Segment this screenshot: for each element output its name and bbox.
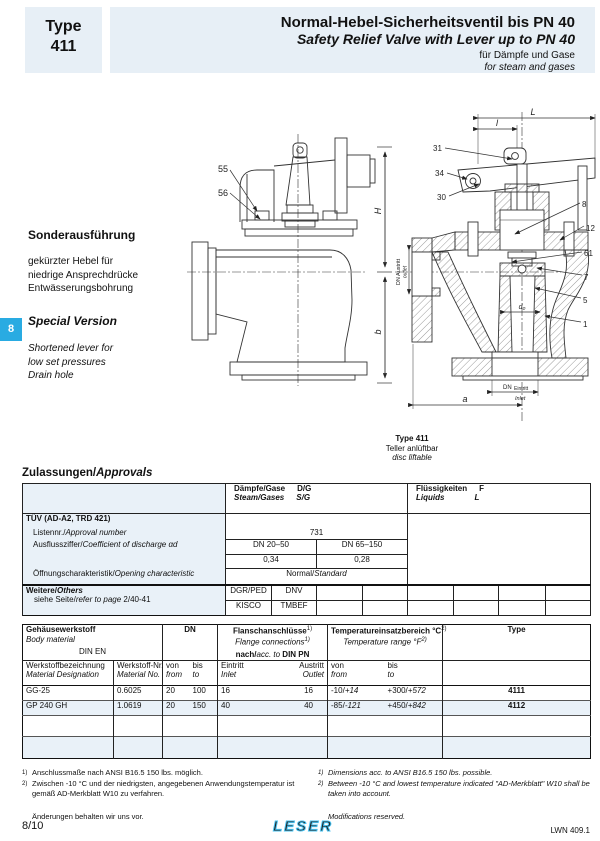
- col-header-steam-gases: Dämpfe/Gase D/G Steam/Gases S/G: [226, 484, 408, 514]
- dim-label-l: l: [496, 118, 498, 128]
- part-label-8: 8: [582, 200, 587, 209]
- approval-cell-dnv: DNV: [272, 585, 317, 601]
- modifications-note-de: Änderungen behalten wir uns vor.: [32, 811, 144, 821]
- part-label-31: 31: [433, 144, 442, 153]
- header-din-en: DIN EN: [78, 647, 107, 656]
- table-row: GP 240 GH 1.0619 20 150 40 40 -85/-121 +450/+842 4112: [23, 700, 591, 715]
- row-label-opening-characteristic: Öffnungscharakteristik/Opening characteristic: [23, 569, 226, 585]
- approvals-heading: Zulassungen/Approvals: [22, 467, 153, 479]
- svg-text:LESER: LESER: [272, 818, 334, 835]
- type-label: Type: [45, 18, 82, 35]
- approval-cell-tmbef: TMBEF: [272, 601, 317, 616]
- page-title-en: Safety Relief Valve with Lever up to PN 40: [296, 31, 575, 47]
- table-row: [23, 736, 591, 758]
- page-number: 8/10: [22, 820, 44, 832]
- coefficient-2: 0,28: [317, 555, 408, 569]
- page-subtitle-en: for steam and gases: [484, 62, 575, 73]
- header-flange-connections: Flanschanschlüsse$^{1)}$ Flange connections$^{1)}$ nach/acc. to DIN PN: [218, 625, 328, 661]
- dim-label-a: a: [462, 394, 468, 404]
- header-body-material: Gehäusewerkstoff Body material DIN EN: [23, 625, 163, 661]
- subheader-outlet: Austritt Outlet: [273, 660, 328, 685]
- document-number: LWN 409.1: [550, 826, 590, 835]
- dim-label-L: L: [530, 107, 536, 117]
- approvals-table: [22, 483, 591, 616]
- approval-number-value: 731: [226, 528, 408, 540]
- dn-inlet-label-en: Inlet: [515, 396, 526, 402]
- header-type: Type: [443, 625, 591, 661]
- table-row: GG-25 0.6025 20 100 16 16 -10/+14 +300/+572 4111: [23, 685, 591, 700]
- dim-label-H: H: [373, 207, 383, 215]
- dn-range-2: DN 65–150: [317, 540, 408, 555]
- part-label-56: 56: [218, 188, 229, 198]
- dim-label-b: b: [373, 329, 383, 335]
- section-tab-8: 8: [0, 318, 22, 341]
- approvals-corner-cell: [23, 484, 226, 514]
- part-label-1: 1: [583, 320, 588, 329]
- row-label-tuv: TÜV (AD-A2, TRD 421): [23, 514, 226, 528]
- dn-outlet-label-de: DN Austritt: [396, 258, 402, 286]
- approval-cell-dgr-ped: DGR/PED: [226, 585, 272, 601]
- special-version-heading-en: Special Version: [28, 314, 117, 328]
- part-label-12: 12: [586, 224, 595, 233]
- footnotes-german: 1) Anschlussmaße nach ANSI B16.5 150 lbs. möglich. 2) Zwischen -10 °C und der niedrigsten, angegebenen Anwendungstemperatur ist gemäß AD-Merkblatt W10 zu verfahren. Änderungen behalten wir uns vor.: [22, 768, 310, 822]
- modifications-note-en: Modifications reserved.: [328, 811, 406, 821]
- dn-range-1: DN 20–50: [226, 540, 317, 555]
- part-label-5: 5: [583, 296, 588, 305]
- type-number: 411: [50, 38, 77, 55]
- part-label-61: 61: [584, 249, 593, 258]
- valve-outline-drawing: [183, 108, 393, 410]
- subheader-dn-bis: bis to: [190, 660, 218, 685]
- header-temperature-range: Temperatureinsatzbereich $^\circ C^{2)}$ Temperature range $^\circ F^{2)}$: [328, 625, 443, 661]
- subheader-material-no: Werkstoff-Nr. Material No.: [114, 660, 163, 685]
- opening-characteristic-value: Normal/Standard: [226, 569, 408, 585]
- page-title-de: Normal-Hebel-Sicherheitsventil bis PN 40: [280, 14, 575, 31]
- header-acc-to-din-pn: nach/acc. to DIN PN: [235, 650, 310, 660]
- dn-inlet-prefix: DN: [503, 385, 512, 391]
- drawing-caption: Type 411 Teller anlüftbar disc liftable: [385, 434, 439, 462]
- dn-outlet-label-en: outlet: [402, 265, 409, 279]
- footnotes-english: 1) Dimensions acc. to ANSI B16.5 150 lbs. possible. 2) Between -10 °C and lowest temperature indicated "AD-Merkblatt" W10 shall be taken into account. Modifications reserved.: [318, 768, 592, 822]
- subheader-dn-von: von from: [163, 660, 190, 685]
- subheader-temp-bis: bis to: [385, 660, 443, 685]
- title-box: [110, 7, 595, 73]
- subheader-inlet: Eintritt Inlet: [218, 660, 273, 685]
- special-version-heading-de: Sonderausführung: [28, 228, 136, 242]
- dim-label-d0: d₀: [518, 304, 526, 311]
- header-dn: DN: [163, 625, 218, 661]
- subheader-temp-von: von from: [328, 660, 385, 685]
- special-version-text-de: gekürzter Hebel für niedrige Ansprechdrücke Entwässerungsbohrung: [28, 256, 139, 294]
- dn-inlet-label-de: Eintritt: [514, 386, 529, 392]
- type-box: [25, 7, 102, 73]
- part-label-55: 55: [218, 164, 229, 174]
- row-label-approval-number: Listennr./Approval number: [23, 528, 226, 540]
- col-header-liquids: Flüssigkeiten F Liquids L: [408, 484, 591, 514]
- leser-logo: [258, 816, 348, 836]
- page-subtitle-de: für Dämpfe und Gase: [479, 50, 575, 61]
- liquids-empty-cell: [408, 514, 591, 585]
- subheader-material-designation: Werkstoffbezeichnung Material Designation: [23, 660, 114, 685]
- table-row: [23, 715, 591, 736]
- coefficient-1: 0,34: [226, 555, 317, 569]
- row-label-discharge-coefficient: Ausflussziffer/Coefficient of discharge αd: [23, 540, 226, 555]
- row-label-others: Weitere/Others siehe Seite/refer to page 2/40-41: [23, 585, 226, 616]
- part-label-34: 34: [435, 169, 444, 178]
- valve-section-drawing: [393, 104, 600, 429]
- part-label-30: 30: [437, 193, 446, 202]
- main-data-table: [22, 624, 591, 759]
- approval-cell-kisco: KISCO: [226, 601, 272, 616]
- part-label-7: 7: [584, 273, 589, 282]
- special-version-text-en: Shortened lever for low set pressures Drain hole: [28, 343, 114, 381]
